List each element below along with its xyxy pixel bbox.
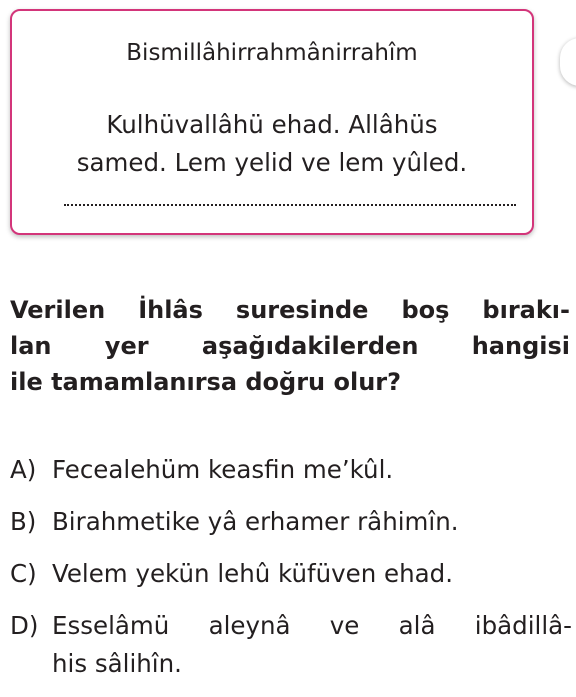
answer-options [10, 451, 576, 697]
question-line-3: ile tamamlanırsa doğru olur? [10, 368, 402, 396]
verse-box [10, 9, 534, 235]
side-tab [560, 38, 576, 86]
option-d-line-2: his sâlihîn. [52, 649, 182, 678]
option-letter: D) [10, 611, 39, 640]
option-text: Velem yekün lehû küfüven ehad. [52, 559, 453, 588]
verse-title: Bismillâhirrahmânirrahîm [126, 40, 418, 66]
option-c[interactable] [10, 555, 576, 607]
option-text: Birahmetike yâ erhamer râhimîn. [52, 507, 459, 536]
option-text [52, 607, 572, 683]
option-a[interactable] [10, 451, 576, 503]
option-d[interactable] [10, 607, 576, 697]
verse-text [12, 106, 532, 182]
option-letter: C) [10, 559, 37, 588]
option-letter: B) [10, 507, 37, 536]
question-text [10, 292, 570, 400]
question-line-2: lan yer aşağıdakilerden hangisi [10, 332, 570, 360]
verse-line-1: Kulhüvallâhü ehad. Allâhüs [106, 110, 438, 139]
option-b[interactable] [10, 503, 576, 555]
verse-line-2: samed. Lem yelid ve lem yûled. [76, 148, 468, 177]
option-d-line-1: Esselâmü aleynâ ve alâ ibâdillâ- [52, 611, 572, 640]
question-line-1: Verilen İhlâs suresinde boş bırakı- [10, 296, 570, 324]
option-letter: A) [10, 455, 37, 484]
option-text: Fecealehüm keasfin me’kûl. [52, 455, 394, 484]
verse-blank-line [64, 204, 516, 206]
